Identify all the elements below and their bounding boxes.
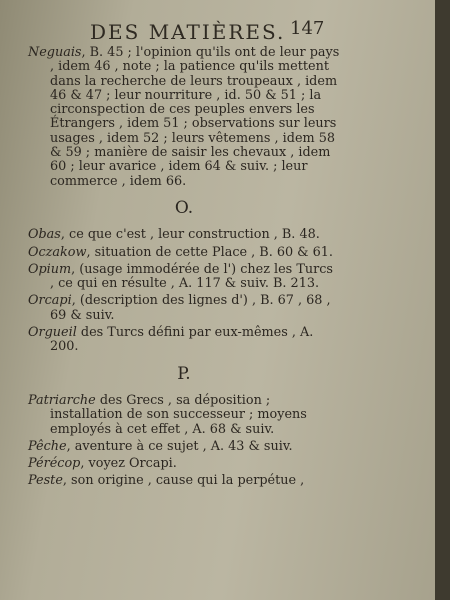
entry-term: Pérécop (28, 456, 81, 472)
index-entry-orgueil (28, 326, 340, 355)
entry-term: Oczakow (28, 244, 87, 260)
index-entry-oczakow (28, 246, 340, 260)
entry-term: Patriarche (28, 392, 96, 408)
index-entry-neguais (28, 46, 340, 189)
index-body (28, 46, 340, 489)
entry-term: Peste (28, 473, 63, 489)
index-entry-opium (28, 263, 340, 292)
index-entry-obas (28, 228, 340, 242)
entry-text: , B. 45 ; l'opinion qu'ils ont de leur pays , idem 46 , note ; la patience qu'ils mettent dans la recherche de leurs troupeaux , idem 46 & 47 ; leur nourriture , id. 50 & 51 ; la circonspection de ces peuples envers les Étrangers , idem 51 ; observations sur leurs usages , idem 52 ; leurs vêtemens , idem 58 & 59 ; manière de saisir les chevaux , idem 60 ; leur avarice , idem 64 & suiv. ; leur commerce , idem 66. (50, 45, 340, 189)
running-title: DES MATIÈRES. (90, 20, 286, 44)
entry-text: , voyez Orcapi. (80, 456, 177, 472)
entry-term: Pêche (28, 438, 67, 454)
section-heading-o: O. (174, 197, 194, 218)
entry-text: , ce que c'est , leur construction , B. 48. (60, 227, 320, 243)
section-heading-p: P. (177, 363, 191, 384)
index-entry-peche (28, 440, 340, 454)
index-entry-peste (28, 474, 340, 488)
entry-text: , (usage immodérée de l') chez les Turcs , ce qui en résulte , A. 117 & suiv. B. 213. (50, 261, 333, 292)
entry-term: Orcapi (28, 293, 72, 309)
entry-text: des Grecs , sa déposition ; installation de son successeur ; moyens employés à cet effet , A. 68 & suiv. (50, 392, 307, 437)
entry-text: , (description des lignes d') , B. 67 , 68 , 69 & suiv. (50, 293, 331, 323)
page-header (0, 14, 435, 44)
entry-text: , son origine , cause qui la perpétue , (62, 473, 305, 489)
entry-term: Obas (28, 227, 61, 243)
entry-text: , aventure à ce sujet , A. 43 & suiv. (66, 438, 293, 454)
entry-text: des Turcs défini par eux-mêmes , A. 200. (50, 325, 314, 355)
index-entry-orcapi (28, 294, 340, 323)
entry-text: , situation de cette Place , B. 60 & 61. (86, 244, 333, 260)
entry-term: Opium (28, 261, 72, 277)
index-entry-perecop (28, 457, 340, 471)
page-number: 147 (290, 18, 325, 39)
entry-term: Neguais (28, 45, 82, 60)
entry-term: Orgueil (28, 325, 77, 341)
index-entry-patriarche (28, 394, 340, 437)
